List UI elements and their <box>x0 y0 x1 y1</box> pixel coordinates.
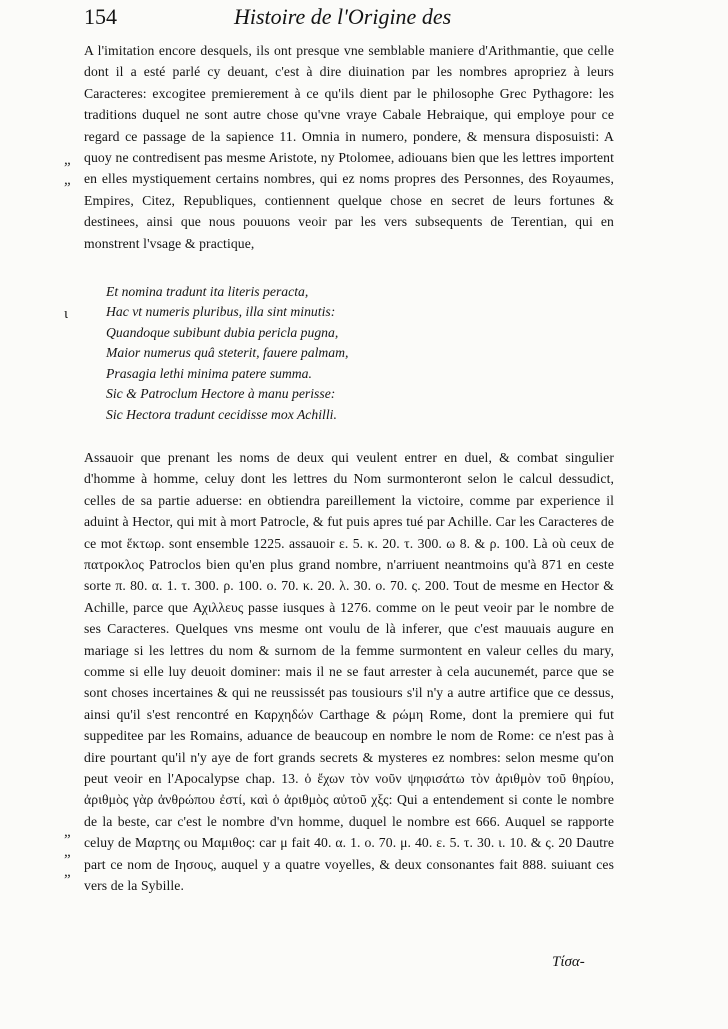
verse-line: Quandoque subibunt dubia pericla pugna, <box>106 324 339 340</box>
margin-quote-mark: „ <box>64 824 71 840</box>
paragraph-arithmantie: A l'imitation encore desquels, ils ont presque vne semblable maniere d'Arithmantie, que celle dont il a esté parlé cy deuant, c'est à dire diuination par les nombres apropriez à leurs Caracteres: excogitee premierement à ce qu'ils dient par le philosophe Grec Pythagore: les traditions duquel ne sont autre chose qu'vne vraye Cabale Hebraique, qui employe pour ce regard ce passage de la sapience 11. Omnia in numero, pondere, & mensura disposuisti: A quoy ne contredisent pas mesme Aristote, ny Ptolomee, adiouans bien que les lettres importent en elles mystiquement certains nombres, qui ez noms propres des Personnes, des Royaumes, Empires, Citez, Republiques, contiennent quelque chose en secret de leurs fortunes & destinees, ainsi que nous pouuons veoir par les vers subsequents de Terentian, qui en monstrent l'vsage & practique, <box>84 43 614 251</box>
page-number: 154 <box>84 4 117 29</box>
page-body <box>84 40 614 896</box>
margin-quote-mark: „ <box>64 172 71 188</box>
terentian-verses <box>106 282 614 425</box>
verse-line: Maior numerus quâ steterit, fauere palmam, <box>106 345 349 361</box>
catchword: Τίσα- <box>552 954 585 970</box>
verse-line: Hac vt numeris pluribus, illa sint minutis: <box>106 304 336 320</box>
paragraph-duel-numbers: Assauoir que prenant les noms de deux qui veulent entrer en duel, & combat singulier d'homme à homme, celuy dont les lettres du Nom surmonteront selon le calcul dessudict, celles de sa partie aduerse: en obtiendra pareillement la victoire, comme par experience il aduint à Hector, qui mit à mort Patrocle, & fut puis apres tué par Achille. Car les Caracteres de ce mot ἕκτωρ. sont ensemble 1225. assauoir ε. 5. κ. 20. τ. 300. ω 8. & ρ. 100. Là où ceux de πατροκλος Patroclos bien qu'en plus grand nombre, n'arriuent neantmoins qu'à 871 en ceste sorte π. 80. α. 1. τ. 300. ρ. 100. ο. 70. κ. 20. λ. 30. ο. 70. ς. 200. Tout de mesme en Hector & Achille, parce que Αχιλλευς passe iusques à 1276. comme on le peut veoir par le nombre de ses Caracteres. Quelques vns mesme ont voulu de là inferer, que c'est mauuais augure en mariage si les lettres du nom & surnom de la femme surmontent en valeur celles du mary, comme si elle luy deuoit dominer: mais il ne se faut arrester à cela aucunemét, parce que se sont choses incertaines & qui ne reussissét pas tousiours s'il n'y a autre artifice que ce dessus, ainsi qu'il s'est rencontré en Καρχηδών Carthage & ρώμη Rome, dont la premiere qui fut suppeditee par les Romains, aduance de beaucoup en nombre le nom de Rome: ce n'est pas à dire pourtant qu'il n'y aye de fort grands secrets & mysteres ez nombres: selon mesme qu'on peut veoir en l'Apocalypse chap. 13. ὁ ἔχων τὸν νοῦν ψηφισάτω τὸν ἀριθμὸν τοῦ θηρίου, ἀριθμὸς γὰρ ἀνθρώπου ἐστί, καὶ ὁ ἀριθμὸς αὐτοῦ χξς: Qui a entendement si conte le nombre de la beste, car c'est le nombre d'vn homme, duquel le nombre est 666. Auquel se rapporte celuy de Μαρτης ou Μαμιθος: car μ fait 40. α. 1. ο. 70. μ. 40. ε. 5. τ. 30. ι. 10. & ς. 20 Dautre part ce nom de Ιησους, auquel y a quatre voyelles, & deux consonantes fait 888. suiuant ces vers de la Sybille. <box>84 449 614 894</box>
verse-line: Prasagia lethi minima patere summa. <box>106 365 312 381</box>
margin-quote-mark: „ <box>64 864 71 880</box>
margin-quote-mark: „ <box>64 152 71 168</box>
margin-quote-mark: „ <box>64 844 71 860</box>
verse-line: Sic Hectora tradunt cecidisse mox Achilli. <box>106 406 337 422</box>
page-header <box>84 4 644 34</box>
margin-quote-mark: ɩ <box>64 306 69 322</box>
verse-line: Sic & Patroclum Hectore à manu perisse: <box>106 386 336 402</box>
verse-line: Et nomina tradunt ita literis peracta, <box>106 284 309 300</box>
running-title: Histoire de l'Origine des <box>234 4 452 29</box>
